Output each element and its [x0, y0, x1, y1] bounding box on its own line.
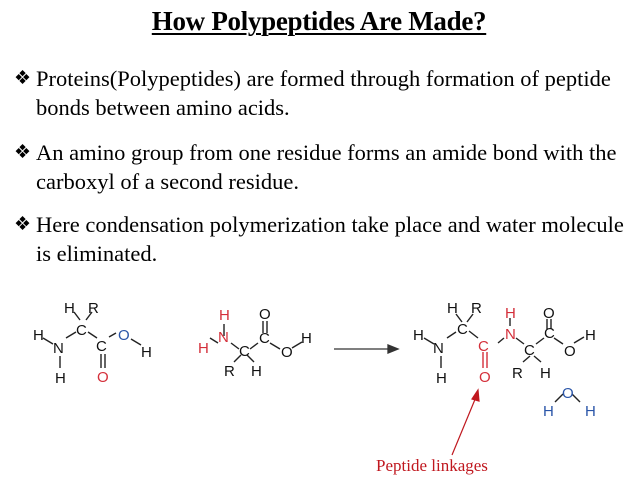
atom-label: C: [96, 338, 107, 355]
atom-label: H: [543, 403, 554, 420]
atom-label: H: [447, 300, 458, 317]
atom-label: R: [512, 365, 523, 382]
atom-label: H: [219, 307, 230, 324]
atom-label: H: [436, 370, 447, 387]
atom-label: H: [505, 305, 516, 322]
slide-title-text: How Polypeptides Are Made?: [151, 6, 487, 36]
atom-label: O: [543, 305, 555, 322]
caption-arrow-icon: [452, 390, 479, 455]
bullet-marker-icon: ❖: [14, 68, 32, 89]
atom-label: C: [478, 338, 489, 355]
bullet-marker-icon: ❖: [14, 214, 32, 235]
atom-label: H: [413, 327, 424, 344]
atom-label: N: [505, 326, 516, 343]
atom-label: C: [524, 342, 535, 359]
atom-label: C: [239, 343, 250, 360]
atom-label: H: [141, 344, 152, 361]
atom-label: O: [479, 369, 491, 386]
atom-label: O: [281, 344, 293, 361]
bullet-text: Here condensation polymerization take place and water molecule is eliminated.: [36, 212, 624, 266]
atom-label: C: [457, 321, 468, 338]
atom-label: N: [53, 340, 64, 357]
atom-label: H: [64, 300, 75, 317]
atom-label: R: [224, 363, 235, 380]
atom-label: O: [562, 385, 574, 402]
atom-label: C: [544, 325, 555, 342]
atom-label: H: [33, 327, 44, 344]
atom-label: H: [585, 327, 596, 344]
atom-label: H: [251, 363, 262, 380]
atom-label: R: [471, 300, 482, 317]
atom-label: H: [301, 330, 312, 347]
atom-label: C: [76, 322, 87, 339]
atom-label: H: [198, 340, 209, 357]
atom-label: H: [55, 370, 66, 387]
bullet-text: Proteins(Polypeptides) are formed through formation of peptide bonds between amino acids.: [36, 66, 611, 120]
atom-label: O: [564, 343, 576, 360]
bullet-text: An amino group from one residue forms an amide bond with the carboxyl of a second residue.: [36, 140, 617, 194]
atom-label: O: [118, 327, 130, 344]
atom-label: H: [585, 403, 596, 420]
atom-label: N: [218, 329, 229, 346]
atom-label: R: [88, 300, 99, 317]
atom-label: N: [433, 340, 444, 357]
atom-label: O: [259, 306, 271, 323]
atom-label: C: [259, 330, 270, 347]
atom-label: O: [97, 369, 109, 386]
bullet-marker-icon: ❖: [14, 142, 32, 163]
peptide-linkage-caption: Peptide linkages: [376, 456, 488, 475]
reaction-arrow-icon: [334, 345, 398, 353]
atom-label: H: [540, 365, 551, 382]
